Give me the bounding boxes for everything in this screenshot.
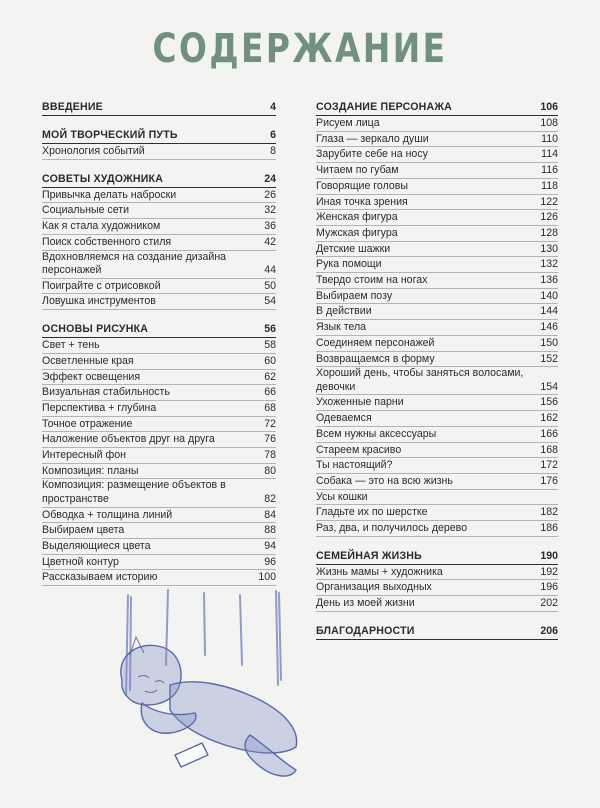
toc-entry-page: 130 xyxy=(540,242,558,255)
toc-entry-page: 32 xyxy=(264,204,276,217)
toc-entry-title: Выбираем позу xyxy=(316,289,393,302)
toc-entry-title: Композиция: планы xyxy=(42,464,139,477)
toc-entry-page: 110 xyxy=(541,132,558,145)
toc-entry-page: 140 xyxy=(540,289,558,302)
toc-entry-page: 162 xyxy=(540,412,558,425)
toc-entry[interactable] xyxy=(316,427,558,443)
toc-entry-page: 146 xyxy=(540,321,558,334)
toc-section xyxy=(316,624,558,640)
toc-entry[interactable] xyxy=(316,116,558,132)
toc-entry[interactable] xyxy=(42,448,276,464)
toc-entry-title: Ловушка инструментов xyxy=(42,295,156,308)
toc-entry[interactable] xyxy=(316,474,558,490)
toc-entry-title: Ухоженные парни xyxy=(316,396,404,409)
toc-entry-title: Социальные сети xyxy=(42,204,130,217)
toc-heading-title: СОЗДАНИЕ ПЕРСОНАЖА xyxy=(316,101,452,113)
toc-entry-page: 114 xyxy=(541,148,558,161)
toc-entry-page: 192 xyxy=(540,565,558,578)
toc-left-column xyxy=(42,100,276,598)
toc-entry-page: 182 xyxy=(540,506,558,519)
toc-heading-title: МОЙ ТВОРЧЕСКИЙ ПУТЬ xyxy=(42,129,178,141)
toc-entry[interactable] xyxy=(316,289,558,305)
toc-entry-page: 202 xyxy=(540,597,558,610)
toc-entry[interactable] xyxy=(316,179,558,195)
toc-entry[interactable] xyxy=(316,596,558,612)
toc-entry-page: 68 xyxy=(264,401,276,414)
toc-entry-title: Раз, два, и получилось дерево xyxy=(316,522,468,535)
toc-entry-title: Всем нужны аксессуары xyxy=(316,427,437,440)
toc-entry-title: Осветленные края xyxy=(42,354,134,367)
toc-entry[interactable] xyxy=(316,242,558,258)
toc-entry-page: 80 xyxy=(264,464,276,477)
toc-entry[interactable] xyxy=(42,432,276,448)
toc-entry-page: 156 xyxy=(540,396,558,409)
page-title: СОДЕРЖАНИЕ xyxy=(152,26,448,72)
toc-entry-title: Детские шажки xyxy=(316,242,391,255)
toc-entry[interactable] xyxy=(42,370,276,386)
toc-entry-page: 116 xyxy=(541,164,558,177)
toc-entry[interactable] xyxy=(316,336,558,352)
toc-entry[interactable] xyxy=(42,251,276,279)
toc-entry[interactable] xyxy=(42,479,276,507)
toc-entry[interactable] xyxy=(42,385,276,401)
toc-entry-title: Визуальная стабильность xyxy=(42,386,170,399)
toc-entry-title: Соединяем персонажей xyxy=(316,336,435,349)
toc-entry-title: Глаза — зеркало души xyxy=(316,132,429,145)
toc-entry-title: Ты настоящий? xyxy=(316,459,393,472)
toc-entry-title: Рисуем лица xyxy=(316,117,380,129)
toc-entry-title: День из моей жизни xyxy=(316,597,415,610)
toc-entry-page: 76 xyxy=(264,433,276,446)
toc-entry-title: Эффект освещения xyxy=(42,370,141,383)
toc-entry-title: Вдохновляемся на создание дизайна персонажей xyxy=(42,250,227,277)
toc-heading-page: 106 xyxy=(540,101,558,113)
toc-entry[interactable] xyxy=(316,147,558,163)
toc-entry-page: 196 xyxy=(540,581,558,594)
toc-entry-title: Рука помощи xyxy=(316,258,382,271)
toc-entry-title: Усы кошки xyxy=(316,490,368,503)
toc-entry[interactable] xyxy=(42,354,276,370)
toc-entry[interactable] xyxy=(42,508,276,524)
toc-entry-title: Перспектива + глубина xyxy=(42,401,157,414)
toc-entry-title: Точное отражение xyxy=(42,417,133,430)
toc-entry-title: Обводка + толщина линий xyxy=(42,508,173,521)
toc-entry-page: 186 xyxy=(540,522,558,535)
toc-entry[interactable] xyxy=(316,458,558,474)
toc-section xyxy=(42,128,276,160)
toc-entry-title: Язык тела xyxy=(316,321,367,334)
toc-entry[interactable] xyxy=(42,294,276,310)
toc-section-heading[interactable] xyxy=(42,100,276,116)
toc-section xyxy=(316,549,558,612)
toc-entry-page: 152 xyxy=(540,352,558,365)
toc-heading-page: 206 xyxy=(540,624,558,637)
toc-entry-page: 128 xyxy=(540,226,558,239)
toc-entry[interactable] xyxy=(316,411,558,427)
toc-heading-title: БЛАГОДАРНОСТИ xyxy=(316,624,415,637)
toc-entry-page: 136 xyxy=(540,274,558,287)
toc-entry-title: Возвращаемся в форму xyxy=(316,352,435,365)
toc-entry-page: 172 xyxy=(540,459,558,472)
toc-right-column xyxy=(316,100,558,652)
toc-entry-title: Одеваемся xyxy=(316,412,372,425)
toc-entry[interactable] xyxy=(316,580,558,596)
toc-entry-page: 94 xyxy=(264,540,276,553)
toc-entry-title: В действии xyxy=(316,305,372,318)
toc-entry-title: Композиция: размещение объектов в пространстве xyxy=(42,479,226,506)
toc-entry-page: 44 xyxy=(264,264,276,276)
toc-entry[interactable] xyxy=(42,570,276,586)
toc-heading-page: 4 xyxy=(270,101,276,113)
toc-entry-page: 108 xyxy=(540,117,558,129)
toc-section xyxy=(42,322,276,586)
toc-entry-page: 42 xyxy=(264,235,276,248)
toc-entry-title: Читаем по губам xyxy=(316,164,399,177)
toc-entry-title: Хронология событий xyxy=(42,145,145,157)
toc-entry-title: Цветной контур xyxy=(42,555,119,568)
toc-entry[interactable] xyxy=(316,565,558,581)
toc-entry[interactable] xyxy=(42,279,276,295)
toc-entry-title: Поиск собственного стиля xyxy=(42,235,172,248)
toc-entry-title: Наложение объектов друг на друга xyxy=(42,433,215,446)
toc-entry-page: 78 xyxy=(264,449,276,462)
toc-heading-page: 56 xyxy=(264,323,276,336)
toc-entry[interactable] xyxy=(42,188,276,204)
toc-heading-page: 24 xyxy=(264,172,276,185)
toc-entry-page: 26 xyxy=(264,188,276,201)
toc-entry-title: Иная точка зрения xyxy=(316,195,408,208)
toc-entry[interactable] xyxy=(316,132,558,148)
toc-entry-title: Рассказываем историю xyxy=(42,571,158,584)
toc-section-heading[interactable] xyxy=(316,100,558,116)
toc-entry-title: Привычка делать наброски xyxy=(42,188,177,201)
toc-section xyxy=(42,172,276,310)
toc-entry-page: 58 xyxy=(264,339,276,352)
toc-entry[interactable] xyxy=(316,320,558,336)
toc-entry-page: 50 xyxy=(264,279,276,292)
toc-entry-page: 176 xyxy=(540,474,558,487)
toc-entry-page: 54 xyxy=(264,295,276,308)
toc-entry[interactable] xyxy=(42,401,276,417)
toc-entry-page: 118 xyxy=(541,179,558,192)
toc-heading-title: СЕМЕЙНАЯ ЖИЗНЬ xyxy=(316,549,422,562)
toc-entry-page: 62 xyxy=(264,370,276,383)
toc-entry[interactable] xyxy=(42,338,276,354)
toc-entry[interactable] xyxy=(316,257,558,273)
toc-entry[interactable] xyxy=(42,235,276,251)
toc-section-heading[interactable] xyxy=(42,322,276,338)
toc-heading-title: СОВЕТЫ ХУДОЖНИКА xyxy=(42,172,164,185)
toc-entry[interactable] xyxy=(42,417,276,433)
toc-entry-page: 144 xyxy=(540,305,558,318)
toc-entry-page: 168 xyxy=(540,443,558,456)
toc-entry-title: Мужская фигура xyxy=(316,226,398,239)
toc-entry-page: 66 xyxy=(264,386,276,399)
toc-entry-title: Жизнь мамы + художника xyxy=(316,565,443,578)
toc-entry[interactable] xyxy=(316,304,558,320)
toc-entry[interactable] xyxy=(316,521,558,537)
toc-section xyxy=(316,100,558,537)
toc-section-heading[interactable] xyxy=(316,624,558,640)
toc-entry[interactable] xyxy=(316,505,558,521)
toc-entry-page: 132 xyxy=(540,258,558,271)
toc-entry-page: 154 xyxy=(540,380,558,393)
toc-entry-title: Свет + тень xyxy=(42,339,100,352)
toc-section xyxy=(42,100,276,116)
toc-entry-title: Выбираем цвета xyxy=(42,524,125,537)
toc-entry[interactable] xyxy=(316,273,558,289)
toc-entry[interactable] xyxy=(316,352,558,368)
toc-heading-title: ОСНОВЫ РИСУНКА xyxy=(42,323,149,336)
toc-entry-page: 96 xyxy=(264,555,276,568)
toc-entry-title: Выделяющиеся цвета xyxy=(42,540,151,553)
toc-entry[interactable] xyxy=(42,555,276,571)
toc-entry-title: Поиграйте с отрисовкой xyxy=(42,279,161,292)
toc-heading-page: 6 xyxy=(270,129,276,141)
toc-entry[interactable] xyxy=(42,523,276,539)
toc-entry[interactable] xyxy=(42,539,276,555)
toc-entry-page: 166 xyxy=(540,427,558,440)
sleeping-baby-sketch-icon xyxy=(100,585,320,790)
toc-section-heading[interactable] xyxy=(42,128,276,144)
toc-entry-page: 126 xyxy=(540,211,558,224)
toc-entry-page: 82 xyxy=(264,492,276,505)
toc-entry[interactable] xyxy=(42,464,276,480)
toc-entry-title: Организация выходных xyxy=(316,581,432,594)
toc-entry-page: 122 xyxy=(540,195,558,208)
toc-entry[interactable] xyxy=(316,210,558,226)
toc-entry-title: Женская фигура xyxy=(316,211,398,224)
toc-entry-page: 88 xyxy=(264,524,276,537)
toc-entry[interactable] xyxy=(316,490,558,506)
toc-entry-title: Стареем красиво xyxy=(316,443,402,456)
toc-entry-page: 8 xyxy=(270,145,276,157)
toc-entry-page: 150 xyxy=(540,336,558,349)
toc-section-heading[interactable] xyxy=(42,172,276,188)
toc-entry-title: Зарубите себе на носу xyxy=(316,148,428,161)
toc-entry[interactable] xyxy=(316,367,558,395)
toc-entry[interactable] xyxy=(42,219,276,235)
toc-entry-title: Как я стала художником xyxy=(42,220,161,233)
toc-entry-title: Твердо стоим на ногах xyxy=(316,274,428,287)
toc-entry[interactable] xyxy=(316,163,558,179)
toc-entry-title: Интересный фон xyxy=(42,449,126,462)
toc-entry-title: Гладьте их по шерстке xyxy=(316,506,428,519)
toc-entry-page: 60 xyxy=(264,354,276,367)
toc-section-heading[interactable] xyxy=(316,549,558,565)
toc-entry-title: Хороший день, чтобы заняться волосами, девочки xyxy=(316,367,524,393)
toc-entry-page: 84 xyxy=(264,508,276,521)
toc-entry-page: 36 xyxy=(264,220,276,233)
toc-entry[interactable] xyxy=(316,443,558,459)
toc-entry[interactable] xyxy=(316,226,558,242)
toc-heading-page: 190 xyxy=(540,549,558,562)
toc-entry[interactable] xyxy=(42,144,276,160)
toc-entry-page: 100 xyxy=(258,571,276,584)
toc-entry-title: Говорящие головы xyxy=(316,179,409,192)
toc-entry[interactable] xyxy=(42,203,276,219)
toc-heading-title: ВВЕДЕНИЕ xyxy=(42,101,103,113)
toc-entry[interactable] xyxy=(316,395,558,411)
toc-entry-title: Собака — это на всю жизнь xyxy=(316,474,453,487)
toc-entry[interactable] xyxy=(316,195,558,211)
toc-entry-page: 72 xyxy=(264,417,276,430)
